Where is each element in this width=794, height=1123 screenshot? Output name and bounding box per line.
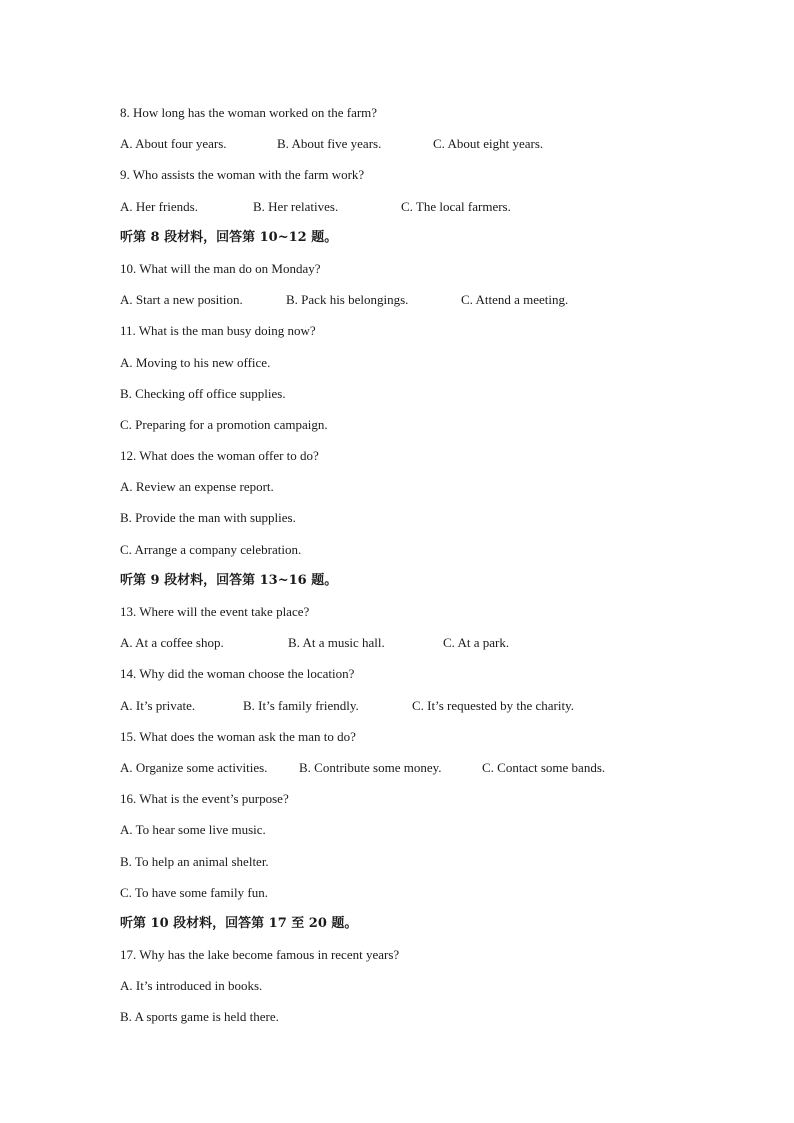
question-16-option-c: C. To have some family fun. [120, 884, 268, 900]
question-15-options [120, 758, 720, 789]
section-10-heading: 听第 10 段材料，回答第 17 至 20 题。 [120, 915, 358, 931]
question-14-stem: 14. Why did the woman choose the location? [120, 666, 355, 682]
question-10-stem: 10. What will the man do on Monday? [120, 260, 321, 276]
question-15-stem: 15. What does the woman ask the man to do? [120, 728, 356, 744]
question-16-option-b: B. To help an animal shelter. [120, 853, 269, 869]
option-c: C. Contact some bands. [482, 759, 606, 775]
question-13-stem: 13. Where will the event take place? [120, 604, 310, 619]
question-8-stem: 8. How long has the woman worked on the farm? [120, 105, 378, 120]
option-b: B. Contribute some money. [299, 759, 442, 775]
option-c: C. At a park. [443, 635, 510, 651]
question-17-option-b: B. A sports game is held there. [120, 1009, 279, 1025]
option-a: A. About four years. [120, 136, 227, 152]
option-c: C. It’s requested by the charity. [412, 697, 574, 713]
question-8-options [120, 134, 720, 165]
option-c: C. Attend a meeting. [461, 292, 569, 308]
question-9-stem: 9. Who assists the woman with the farm work? [120, 167, 365, 183]
question-17-option-a: A. It’s introduced in books. [120, 978, 263, 994]
section-8-heading: 听第 8 段材料，回答第 10~12 题。 [120, 229, 338, 245]
question-11-option-a: A. Moving to his new office. [120, 354, 271, 370]
question-12-stem: 12. What does the woman offer to do? [120, 448, 319, 464]
option-a: A. Her friends. [120, 198, 198, 214]
option-c: C. About eight years. [433, 136, 544, 152]
question-16-stem: 16. What is the event’s purpose? [120, 791, 289, 807]
question-11-option-b: B. Checking off office supplies. [120, 385, 286, 401]
question-11-option-c: C. Preparing for a promotion campaign. [120, 416, 328, 432]
option-c: C. The local farmers. [401, 198, 511, 214]
question-12-option-a: A. Review an expense report. [120, 479, 274, 495]
question-12-option-c: C. Arrange a company celebration. [120, 541, 302, 557]
option-b: B. It’s family friendly. [243, 697, 359, 713]
question-list [120, 103, 720, 1039]
option-b: B. Her relatives. [253, 198, 339, 214]
question-9-options [120, 197, 720, 228]
question-14-options [120, 696, 720, 727]
option-b: B. Pack his belongings. [286, 292, 409, 308]
question-11-stem: 11. What is the man busy doing now? [120, 323, 316, 339]
option-b: B. About five years. [277, 136, 382, 152]
option-a: A. At a coffee shop. [120, 635, 224, 651]
option-a: A. Organize some activities. [120, 759, 268, 775]
question-17-stem: 17. Why has the lake become famous in recent years? [120, 947, 400, 963]
question-13-options [120, 633, 720, 664]
question-10-options [120, 290, 720, 321]
option-a: A. Start a new position. [120, 292, 243, 308]
option-a: A. It’s private. [120, 697, 196, 713]
question-12-option-b: B. Provide the man with supplies. [120, 510, 296, 526]
option-b: B. At a music hall. [288, 635, 385, 651]
question-16-option-a: A. To hear some live music. [120, 822, 266, 838]
section-9-heading: 听第 9 段材料，回答第 13~16 题。 [120, 572, 338, 588]
